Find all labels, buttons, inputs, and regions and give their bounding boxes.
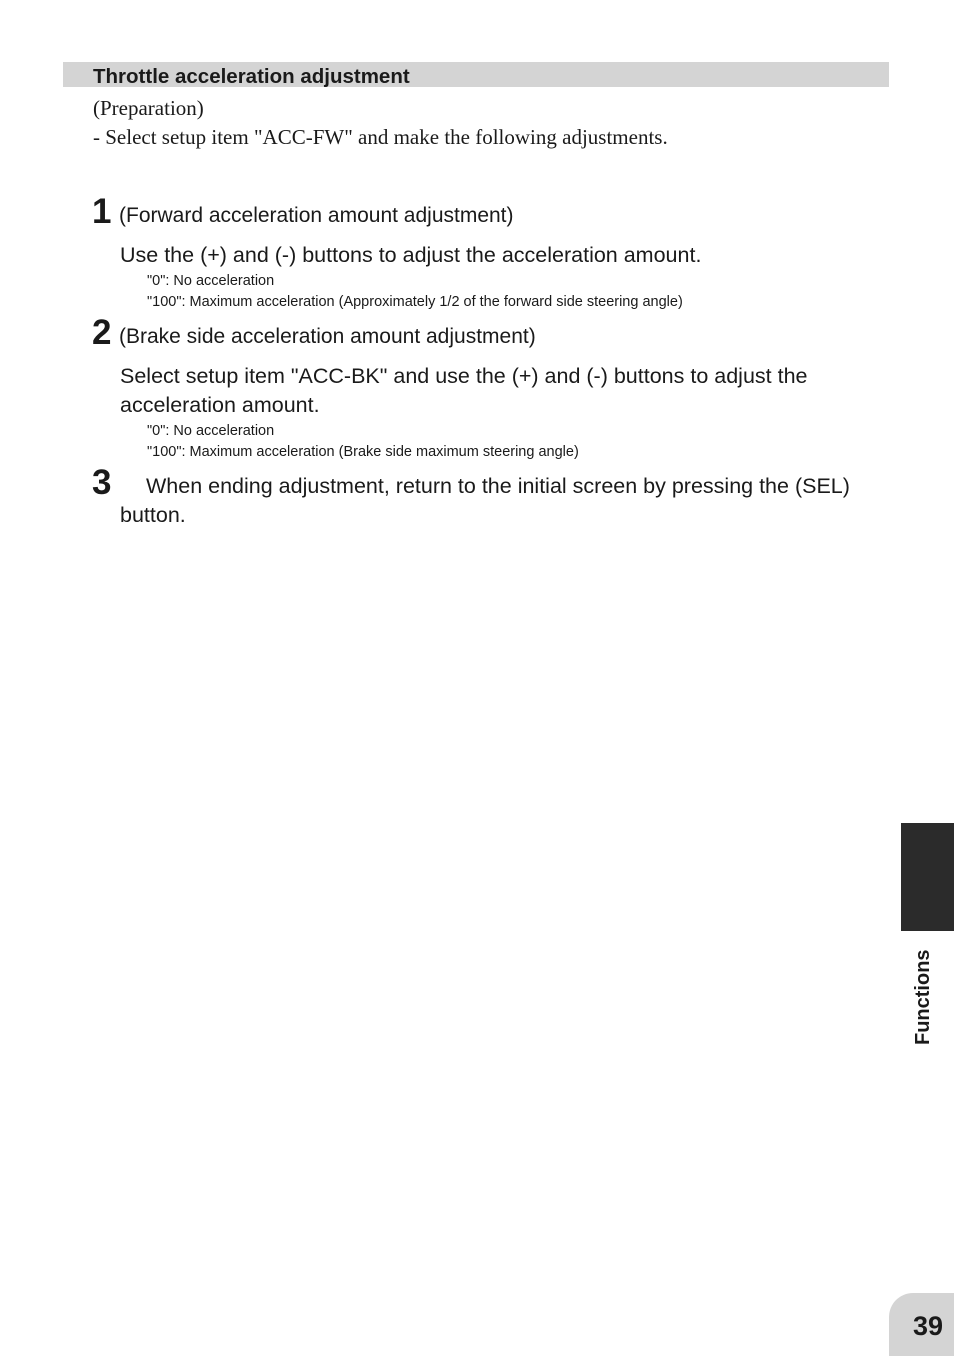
step-1-body: Use the (+) and (-) buttons to adjust the acceleration amount.: [120, 243, 702, 267]
step-2-body: Select setup item "ACC-BK" and use the (+) and (-) buttons to adjust the acceleration amount.: [120, 364, 808, 417]
side-tab-label: Functions: [912, 949, 934, 1045]
step-2-note-2: "100": Maximum acceleration (Brake side maximum steering angle): [147, 444, 579, 460]
section-title: Throttle acceleration adjustment: [93, 65, 410, 88]
preparation-text: - Select setup item "ACC-FW" and make the following adjustments.: [93, 125, 668, 149]
side-tab-marker: [901, 823, 954, 931]
step-2-heading: (Brake side acceleration amount adjustment): [119, 325, 536, 348]
step-1-heading: (Forward acceleration amount adjustment): [119, 204, 514, 227]
step-3-body: [92, 472, 882, 529]
page-number: 39: [912, 1311, 944, 1341]
step-1-note-2: "100": Maximum acceleration (Approximately 1/2 of the forward side steering angle): [147, 294, 683, 310]
step-3-text: When ending adjustment, return to the initial screen by pressing the (SEL) button.: [120, 474, 850, 527]
preparation-label: (Preparation): [93, 96, 204, 120]
step-2-number: 2: [92, 313, 112, 352]
step-1-number: 1: [92, 192, 112, 231]
step-2-note-1: "0": No acceleration: [147, 423, 275, 439]
step-1-note-1: "0": No acceleration: [147, 273, 275, 289]
step-3-number: 3: [92, 463, 112, 502]
